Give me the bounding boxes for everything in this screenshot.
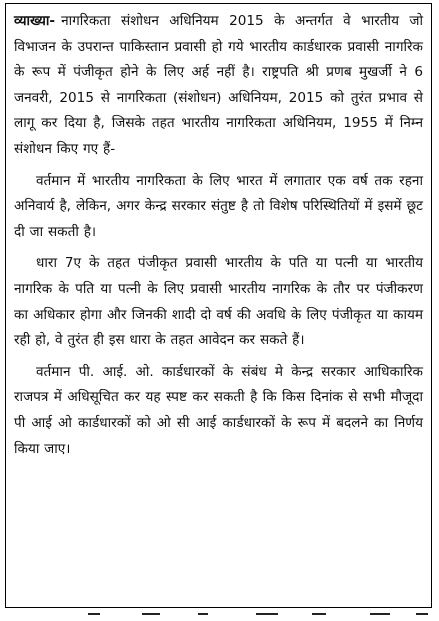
cut-off-next-line [60, 610, 439, 621]
cutoff-mark [416, 613, 428, 621]
cutoff-mark [370, 613, 390, 621]
cutoff-mark [142, 613, 160, 621]
explanation-label: व्याख्या- [14, 13, 56, 29]
cutoff-mark [88, 613, 100, 621]
paragraph-1-text: नागरिकता संशोधन अधिनियम 2015 के अन्तर्गत वे भारतीय जो विभाजन के उपरान्त पाकिस्तान प्रवासी हो गये भारतीय कार्डधारक प्रवासी नागरिक के रूप में पंजीकृत होने के लिए अर्ह नहीं है। राष्ट्रपति श्री प्रणब मुखर्जी ने 6 जनवरी, 2015 से नागरिकता (संशोधन) अधिनियम, 2015 को तुरंत प्रभाव से लागू कर दिया है, जिसके तहत भारतीय नागरिकता अधिनियम, 1955 में निम्न संशोधन किए गए हैं- [14, 13, 423, 157]
cutoff-mark [198, 613, 208, 621]
explanation-box [5, 3, 432, 608]
paragraph-1 [14, 9, 423, 163]
paragraph-4: वर्तमान पी. आई. ओ. कार्डधारकों के संबंध मे केन्द्र सरकार आधिकारिक राजपत्र में अधिसूचित कर यह स्पष्ट कर सकती है कि किस दिनांक से सभी मौजूदा पी आई ओ कार्डधारकों को ओ सी आई कार्डधारकों के रूप में बदलने का निर्णय किया जाए। [14, 363, 423, 457]
cutoff-mark [256, 613, 278, 621]
paragraph-2: वर्तमान में भारतीय नागरिकता के लिए भारत में लगातार एक वर्ष तक रहना अनिवार्य है, लेकिन, अगर केन्द्र सरकार संतुष्ट है तो विशेष परिस्थितियों में इसमें छूट दी जा सकती है। [14, 172, 423, 240]
paragraph-3: धारा 7ए के तहत पंजीकृत प्रवासी भारतीय के पति या पत्नी या भारतीय नागरिक के पति या पत्नी के लिए प्रवासी भारतीय नागरिक के तौर पर पंजीकरण का अधिकार होगा और जिनकी शादी दो वर्ष की अवधि के लिए पंजीकृत या कायम रही हो, वे तुरंत ही इस धारा के तहत आवेदन कर सकते हैं। [14, 255, 423, 349]
cutoff-mark [312, 613, 326, 621]
